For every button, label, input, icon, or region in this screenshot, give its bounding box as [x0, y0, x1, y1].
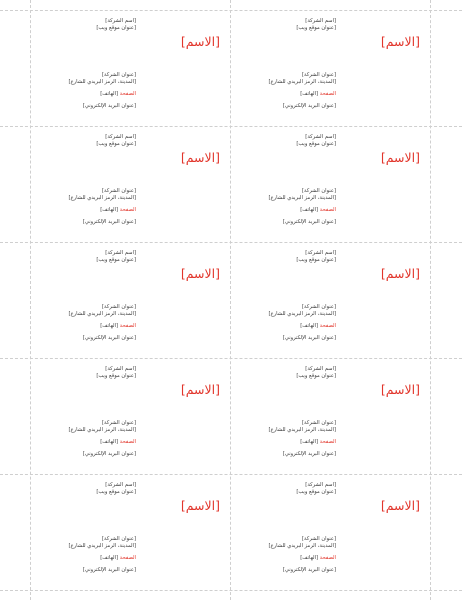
company-name: [اسم الشركة] — [105, 250, 136, 256]
website-address: [عنوان موقع ويب] — [96, 373, 136, 379]
company-name: [اسم الشركة] — [105, 134, 136, 140]
business-card — [30, 474, 230, 590]
company-address: [عنوان الشركة] — [101, 304, 136, 310]
company-address: [عنوان الشركة] — [101, 72, 136, 78]
business-card — [30, 126, 230, 242]
phone-line — [300, 207, 336, 214]
phone-number: [الهاتف] — [100, 555, 119, 561]
street-city-zip: [المدينة، الرمز البريدي للشارع] — [268, 543, 336, 549]
company-address: [عنوان الشركة] — [301, 304, 336, 310]
website-address: [عنوان موقع ويب] — [296, 257, 336, 263]
website-address: [عنوان موقع ويب] — [96, 257, 136, 263]
company-address: [عنوان الشركة] — [301, 536, 336, 542]
email-address: [عنوان البريد الإلكتروني] — [82, 219, 136, 225]
phone-label: الصفحة — [319, 207, 336, 213]
phone-number: [الهاتف] — [100, 207, 119, 213]
website-address: [عنوان موقع ويب] — [96, 489, 136, 495]
phone-line — [100, 439, 136, 446]
person-name: [الاسم] — [180, 150, 220, 165]
cut-line — [430, 0, 431, 600]
phone-line — [100, 323, 136, 330]
website-address: [عنوان موقع ويب] — [296, 25, 336, 31]
phone-label: الصفحة — [119, 91, 136, 97]
phone-number: [الهاتف] — [300, 323, 319, 329]
phone-label: الصفحة — [319, 91, 336, 97]
company-address: [عنوان الشركة] — [101, 420, 136, 426]
company-name: [اسم الشركة] — [305, 482, 336, 488]
email-address: [عنوان البريد الإلكتروني] — [82, 103, 136, 109]
street-city-zip: [المدينة، الرمز البريدي للشارع] — [68, 195, 136, 201]
phone-number: [الهاتف] — [300, 207, 319, 213]
email-address: [عنوان البريد الإلكتروني] — [82, 567, 136, 573]
company-address: [عنوان الشركة] — [301, 72, 336, 78]
company-address: [عنوان الشركة] — [101, 188, 136, 194]
person-name: [الاسم] — [380, 34, 420, 49]
company-address: [عنوان الشركة] — [101, 536, 136, 542]
person-name: [الاسم] — [180, 266, 220, 281]
phone-number: [الهاتف] — [100, 439, 119, 445]
business-card — [230, 126, 430, 242]
company-name: [اسم الشركة] — [105, 482, 136, 488]
person-name: [الاسم] — [180, 498, 220, 513]
company-name: [اسم الشركة] — [305, 250, 336, 256]
email-address: [عنوان البريد الإلكتروني] — [282, 335, 336, 341]
phone-label: الصفحة — [319, 323, 336, 329]
phone-label: الصفحة — [119, 439, 136, 445]
email-address: [عنوان البريد الإلكتروني] — [282, 451, 336, 457]
business-card — [230, 242, 430, 358]
phone-label: الصفحة — [119, 555, 136, 561]
business-card — [30, 358, 230, 474]
street-city-zip: [المدينة، الرمز البريدي للشارع] — [268, 195, 336, 201]
person-name: [الاسم] — [380, 498, 420, 513]
email-address: [عنوان البريد الإلكتروني] — [82, 335, 136, 341]
business-card — [230, 10, 430, 126]
company-address: [عنوان الشركة] — [301, 420, 336, 426]
street-city-zip: [المدينة، الرمز البريدي للشارع] — [68, 311, 136, 317]
street-city-zip: [المدينة، الرمز البريدي للشارع] — [68, 543, 136, 549]
website-address: [عنوان موقع ويب] — [96, 25, 136, 31]
street-city-zip: [المدينة، الرمز البريدي للشارع] — [68, 79, 136, 85]
business-card — [30, 10, 230, 126]
phone-label: الصفحة — [319, 439, 336, 445]
phone-label: الصفحة — [319, 555, 336, 561]
phone-label: الصفحة — [119, 323, 136, 329]
phone-number: [الهاتف] — [100, 323, 119, 329]
phone-number: [الهاتف] — [100, 91, 119, 97]
street-city-zip: [المدينة، الرمز البريدي للشارع] — [68, 427, 136, 433]
website-address: [عنوان موقع ويب] — [296, 141, 336, 147]
business-card — [30, 242, 230, 358]
website-address: [عنوان موقع ويب] — [296, 489, 336, 495]
phone-number: [الهاتف] — [300, 91, 319, 97]
business-card — [230, 358, 430, 474]
company-name: [اسم الشركة] — [305, 18, 336, 24]
phone-line — [100, 91, 136, 98]
cut-line — [0, 590, 462, 591]
business-card — [230, 474, 430, 590]
email-address: [عنوان البريد الإلكتروني] — [282, 219, 336, 225]
person-name: [الاسم] — [180, 34, 220, 49]
email-address: [عنوان البريد الإلكتروني] — [82, 451, 136, 457]
person-name: [الاسم] — [380, 266, 420, 281]
phone-label: الصفحة — [119, 207, 136, 213]
email-address: [عنوان البريد الإلكتروني] — [282, 567, 336, 573]
phone-line — [300, 555, 336, 562]
phone-line — [100, 207, 136, 214]
website-address: [عنوان موقع ويب] — [296, 373, 336, 379]
person-name: [الاسم] — [380, 150, 420, 165]
phone-line — [100, 555, 136, 562]
company-name: [اسم الشركة] — [305, 134, 336, 140]
phone-number: [الهاتف] — [300, 439, 319, 445]
phone-line — [300, 323, 336, 330]
company-address: [عنوان الشركة] — [301, 188, 336, 194]
street-city-zip: [المدينة، الرمز البريدي للشارع] — [268, 79, 336, 85]
phone-line — [300, 439, 336, 446]
street-city-zip: [المدينة، الرمز البريدي للشارع] — [268, 311, 336, 317]
person-name: [الاسم] — [180, 382, 220, 397]
company-name: [اسم الشركة] — [305, 366, 336, 372]
street-city-zip: [المدينة، الرمز البريدي للشارع] — [268, 427, 336, 433]
phone-line — [300, 91, 336, 98]
phone-number: [الهاتف] — [300, 555, 319, 561]
company-name: [اسم الشركة] — [105, 18, 136, 24]
email-address: [عنوان البريد الإلكتروني] — [282, 103, 336, 109]
company-name: [اسم الشركة] — [105, 366, 136, 372]
person-name: [الاسم] — [380, 382, 420, 397]
website-address: [عنوان موقع ويب] — [96, 141, 136, 147]
